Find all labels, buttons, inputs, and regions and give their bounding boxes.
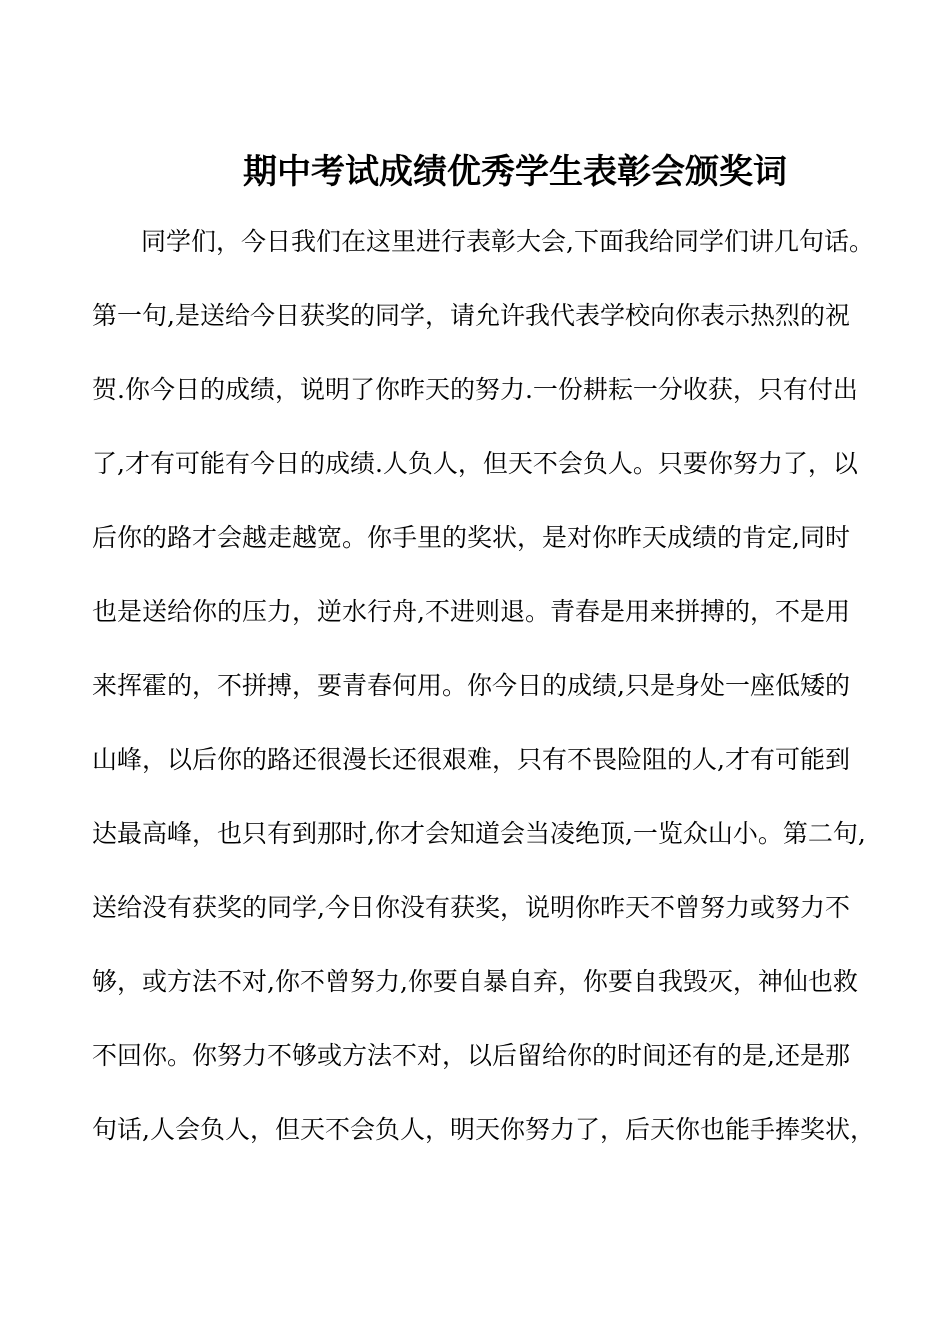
paragraph-line: 了,才有可能有今日的成绩.人负人，但天不会负人。只要你努力了，以 — [92, 449, 858, 478]
paragraph-line: 送给没有获奖的同学,今日你没有获奖，说明你昨天不曾努力或努力不 — [92, 893, 850, 922]
paragraph-line: 后你的路才会越走越宽。你手里的奖状，是对你昨天成绩的肯定,同时 — [92, 523, 850, 552]
document-title: 期中考试成绩优秀学生表彰会颁奖词 — [243, 152, 787, 192]
paragraph-line: 来挥霍的，不拼搏，要青春何用。你今日的成绩,只是身处一座低矮的 — [92, 671, 850, 700]
paragraph-line: 同学们，今日我们在这里进行表彰大会,下面我给同学们讲几句话。 — [141, 227, 874, 256]
paragraph-line: 句话,人会负人，但天不会负人，明天你努力了，后天你也能手捧奖状， — [92, 1115, 875, 1144]
paragraph-line: 达最高峰，也只有到那时,你才会知道会当凌绝顶,一览众山小。第二句, — [92, 819, 866, 848]
paragraph-line: 不回你。你努力不够或方法不对，以后留给你的时间还有的是,还是那 — [92, 1041, 850, 1070]
paragraph-line: 也是送给你的压力，逆水行舟,不进则退。青春是用来拼搏的，不是用 — [92, 597, 850, 626]
paragraph-line: 山峰，以后你的路还很漫长还很艰难，只有不畏险阻的人,才有可能到 — [92, 745, 850, 774]
paragraph-line: 贺.你今日的成绩，说明了你昨天的努力.一份耕耘一分收获，只有付出 — [92, 375, 858, 404]
paragraph-line: 第一句,是送给今日获奖的同学，请允许我代表学校向你表示热烈的祝 — [92, 301, 850, 330]
paragraph-line: 够，或方法不对,你不曾努力,你要自暴自弃，你要自我毁灭，神仙也救 — [92, 967, 858, 996]
